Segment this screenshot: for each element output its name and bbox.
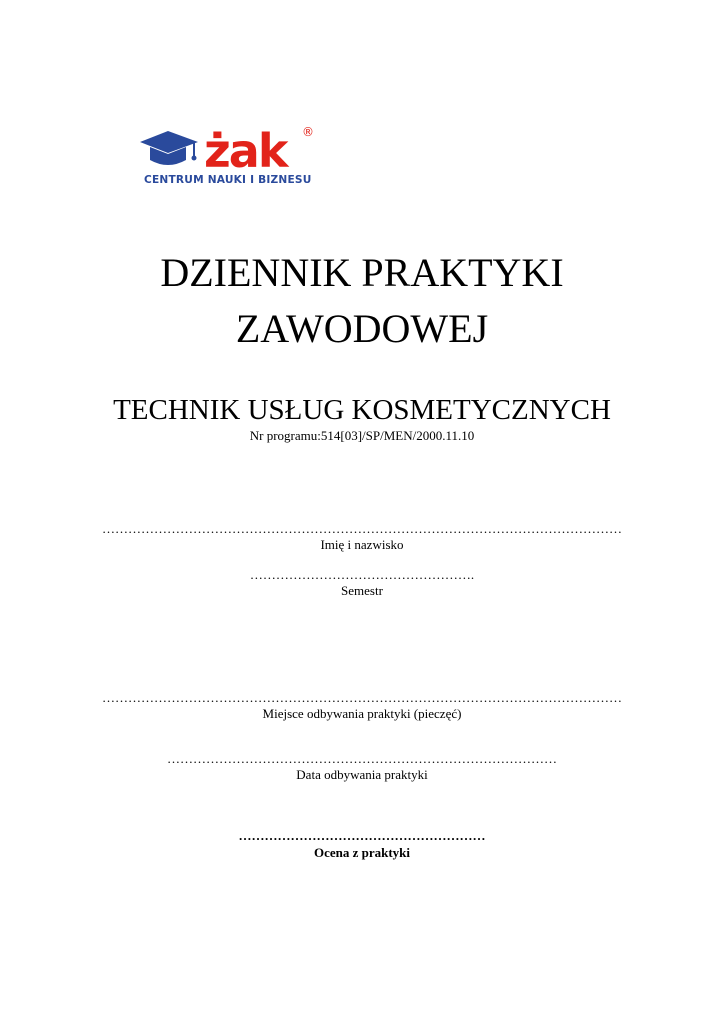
semester-label: Semestr [341,583,383,598]
date-label: Data odbywania praktyki [296,767,428,782]
name-label: Imię i nazwisko [320,537,404,552]
title-line-1: DZIENNIK PRAKTYKI [160,250,564,295]
grade-dotted-line: ………………………………………………… [238,829,486,843]
logo-tagline: CENTRUM NAUKI I BIZNESU [144,174,312,186]
zak-logo [138,122,318,188]
program-number: Nr programu:514[03]/SP/MEN/2000.11.10 [249,428,475,443]
registered-mark: ® [302,125,314,139]
title-line-2: ZAWODOWEJ [235,306,489,351]
graduation-cap-icon [140,131,198,165]
place-label: Miejsce odbywania praktyki (pieczęć) [262,706,462,721]
semester-dotted-line: ……………………………………………. [249,568,475,582]
logo-wordmark: żak [204,124,287,178]
place-dotted-line: ………………………………………………………………………………………………………… [102,691,622,705]
grade-label: Ocena z praktyki [313,845,411,860]
date-dotted-line: ……………………………………………………………………………… [167,752,557,766]
name-dotted-line: ………………………………………………………………………………………………………… [102,522,622,536]
document-title [0,248,724,354]
profession-title: TECHNIK USŁUG KOSMETYCZNYCH [113,394,611,426]
